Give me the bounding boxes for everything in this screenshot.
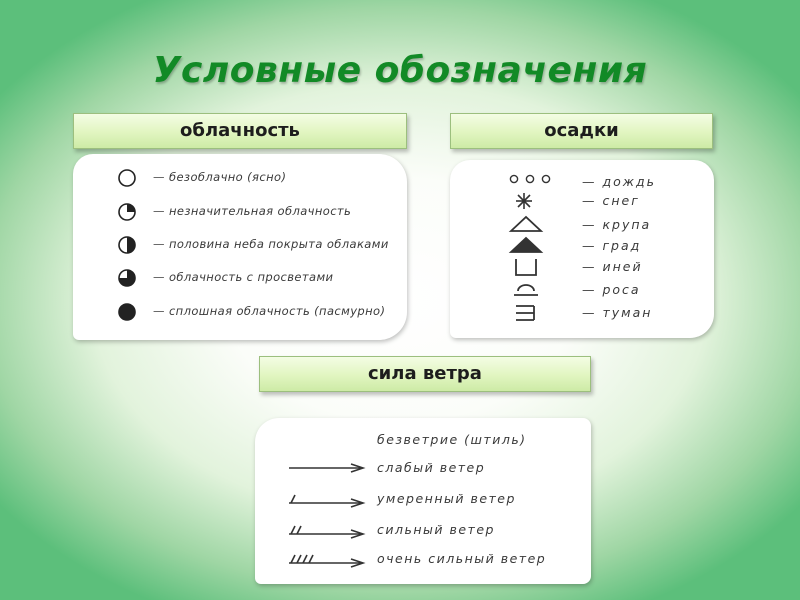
weak-wind-arrow-icon	[287, 462, 365, 474]
wind-legend-card	[255, 418, 591, 584]
wind-header	[259, 356, 591, 392]
cloudiness-header-label: облачность	[180, 120, 300, 141]
moderate-wind-arrow-icon	[287, 493, 365, 509]
precipitation-item-label: — дождь	[582, 174, 657, 189]
strong-wind-arrow-icon	[287, 524, 365, 540]
cloudiness-legend-card	[73, 154, 407, 340]
wind-item-label: сильный ветер	[377, 522, 495, 537]
very-strong-wind-arrow-icon	[287, 553, 365, 569]
precipitation-item-label: — роса	[582, 282, 641, 297]
precipitation-item-label: — снег	[582, 193, 640, 208]
dew-icon	[508, 280, 548, 300]
hail-icon	[508, 236, 548, 254]
frost-icon	[508, 257, 548, 277]
page-title: Условные обозначения	[152, 50, 648, 91]
precipitation-legend-card	[450, 160, 714, 338]
precipitation-item-label: — туман	[582, 305, 653, 320]
wind-item-label: умеренный ветер	[377, 491, 516, 506]
precipitation-header	[450, 113, 713, 149]
precipitation-item-label: — иней	[582, 259, 643, 274]
fog-icon	[508, 303, 548, 323]
precipitation-item-label: — град	[582, 238, 642, 253]
rain-icon	[508, 172, 564, 186]
cloudiness-item-label: — безоблачно (ясно)	[153, 170, 287, 184]
wind-item-label: безветрие (штиль)	[377, 432, 527, 447]
half-cloudy-icon	[117, 235, 137, 255]
wind-item-label: очень сильный ветер	[377, 551, 547, 566]
overcast-icon	[117, 302, 137, 322]
snow-icon	[508, 191, 538, 211]
precipitation-header-label: осадки	[544, 120, 619, 141]
cloudiness-item-label: — сплошная облачность (пасмурно)	[153, 304, 386, 318]
wind-item-label: слабый ветер	[377, 460, 486, 475]
cloudiness-item-label: — незначительная облачность	[153, 204, 352, 218]
cloudiness-header	[73, 113, 407, 149]
cloudy-with-breaks-icon	[117, 268, 137, 288]
snow-pellets-icon	[508, 215, 548, 233]
clear-sky-icon	[117, 168, 137, 188]
precipitation-item-label: — крупа	[582, 217, 652, 232]
cloudiness-item-label: — облачность с просветами	[153, 270, 334, 284]
cloudiness-item-label: — половина неба покрыта облаками	[153, 237, 389, 251]
slight-cloudiness-icon	[117, 202, 137, 222]
wind-header-label: сила ветра	[368, 363, 482, 384]
